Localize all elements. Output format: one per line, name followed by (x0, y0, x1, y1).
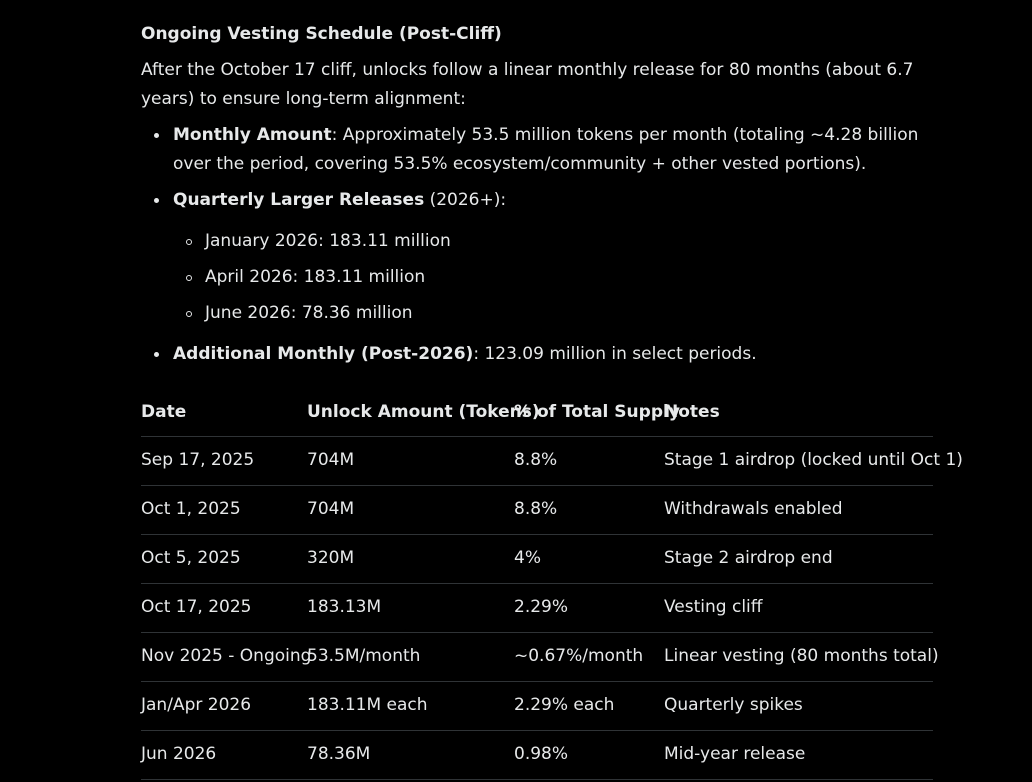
cell-notes: Mid-year release (664, 744, 806, 764)
cell-notes: Stage 1 airdrop (locked until Oct 1) (664, 450, 963, 470)
cell-date: Oct 17, 2025 (141, 597, 252, 617)
cell-date: Oct 5, 2025 (141, 548, 241, 568)
section-heading: Ongoing Vesting Schedule (Post-Cliff) (141, 24, 502, 44)
cell-date: Jun 2026 (141, 744, 217, 764)
cell-date: Sep 17, 2025 (141, 450, 255, 470)
cell-notes: Linear vesting (80 months total) (664, 646, 939, 666)
cell-amount: 183.13M (307, 597, 382, 617)
sub-item-january: January 2026: 183.11 million (205, 231, 451, 251)
cell-date: Jan/Apr 2026 (141, 695, 252, 715)
bullet-label: Additional Monthly (Post-2026) (173, 344, 474, 364)
cell-percent: 8.8% (514, 450, 558, 470)
table-row (141, 437, 963, 486)
cell-amount: 53.5M/month (307, 646, 421, 666)
header-unlock-amount: Unlock Amount (Tokens) (307, 402, 540, 422)
cell-notes: Quarterly spikes (664, 695, 803, 715)
cell-percent: 8.8% (514, 499, 558, 519)
bullet-label: Quarterly Larger Releases (173, 190, 425, 210)
bullet-quarterly-releases (173, 186, 933, 215)
header-notes: Notes (664, 402, 720, 422)
cell-date: Nov 2025 - Ongoing (141, 646, 312, 666)
table-row (141, 682, 933, 731)
cell-date: Oct 1, 2025 (141, 499, 241, 519)
bullet-additional-monthly (173, 340, 933, 369)
intro-paragraph: After the October 17 cliff, unlocks follow a linear monthly release for 80 months (about 6.7 years) to ensure long-term alignment: (141, 60, 914, 109)
cell-amount: 78.36M (307, 744, 371, 764)
cell-percent: 0.98% (514, 744, 569, 764)
header-date: Date (141, 402, 187, 422)
table-row (141, 535, 933, 584)
cell-amount: 183.11M each (307, 695, 428, 715)
table-row (141, 731, 933, 780)
header-percent-supply: % of Total Supply (514, 402, 680, 422)
bullet-label: Monthly Amount (173, 125, 332, 145)
table-header-row (141, 389, 933, 437)
bullet-text: : Approximately 53.5 million tokens per month (totaling ~4.28 billion over the period, covering 53.5% ecosystem/community + other vested portions). (173, 125, 919, 174)
cell-notes: Withdrawals enabled (664, 499, 843, 519)
table-row (141, 633, 939, 682)
table-row (141, 486, 933, 535)
cell-notes: Vesting cliff (664, 597, 763, 617)
unlock-table (141, 389, 963, 780)
cell-percent: ~0.67%/month (514, 646, 644, 666)
cell-amount: 704M (307, 450, 355, 470)
cell-notes: Stage 2 airdrop end (664, 548, 833, 568)
table-row (141, 584, 933, 633)
cell-percent: 4% (514, 548, 541, 568)
bullet-text: (2026+): (424, 190, 507, 210)
cell-percent: 2.29% (514, 597, 569, 617)
bullet-monthly-amount (173, 121, 933, 179)
bullet-text: : 123.09 million in select periods. (473, 344, 757, 364)
cell-amount: 320M (307, 548, 355, 568)
sub-item-june: June 2026: 78.36 million (205, 303, 413, 323)
cell-percent: 2.29% each (514, 695, 615, 715)
cell-amount: 704M (307, 499, 355, 519)
sub-item-april: April 2026: 183.11 million (205, 267, 426, 287)
